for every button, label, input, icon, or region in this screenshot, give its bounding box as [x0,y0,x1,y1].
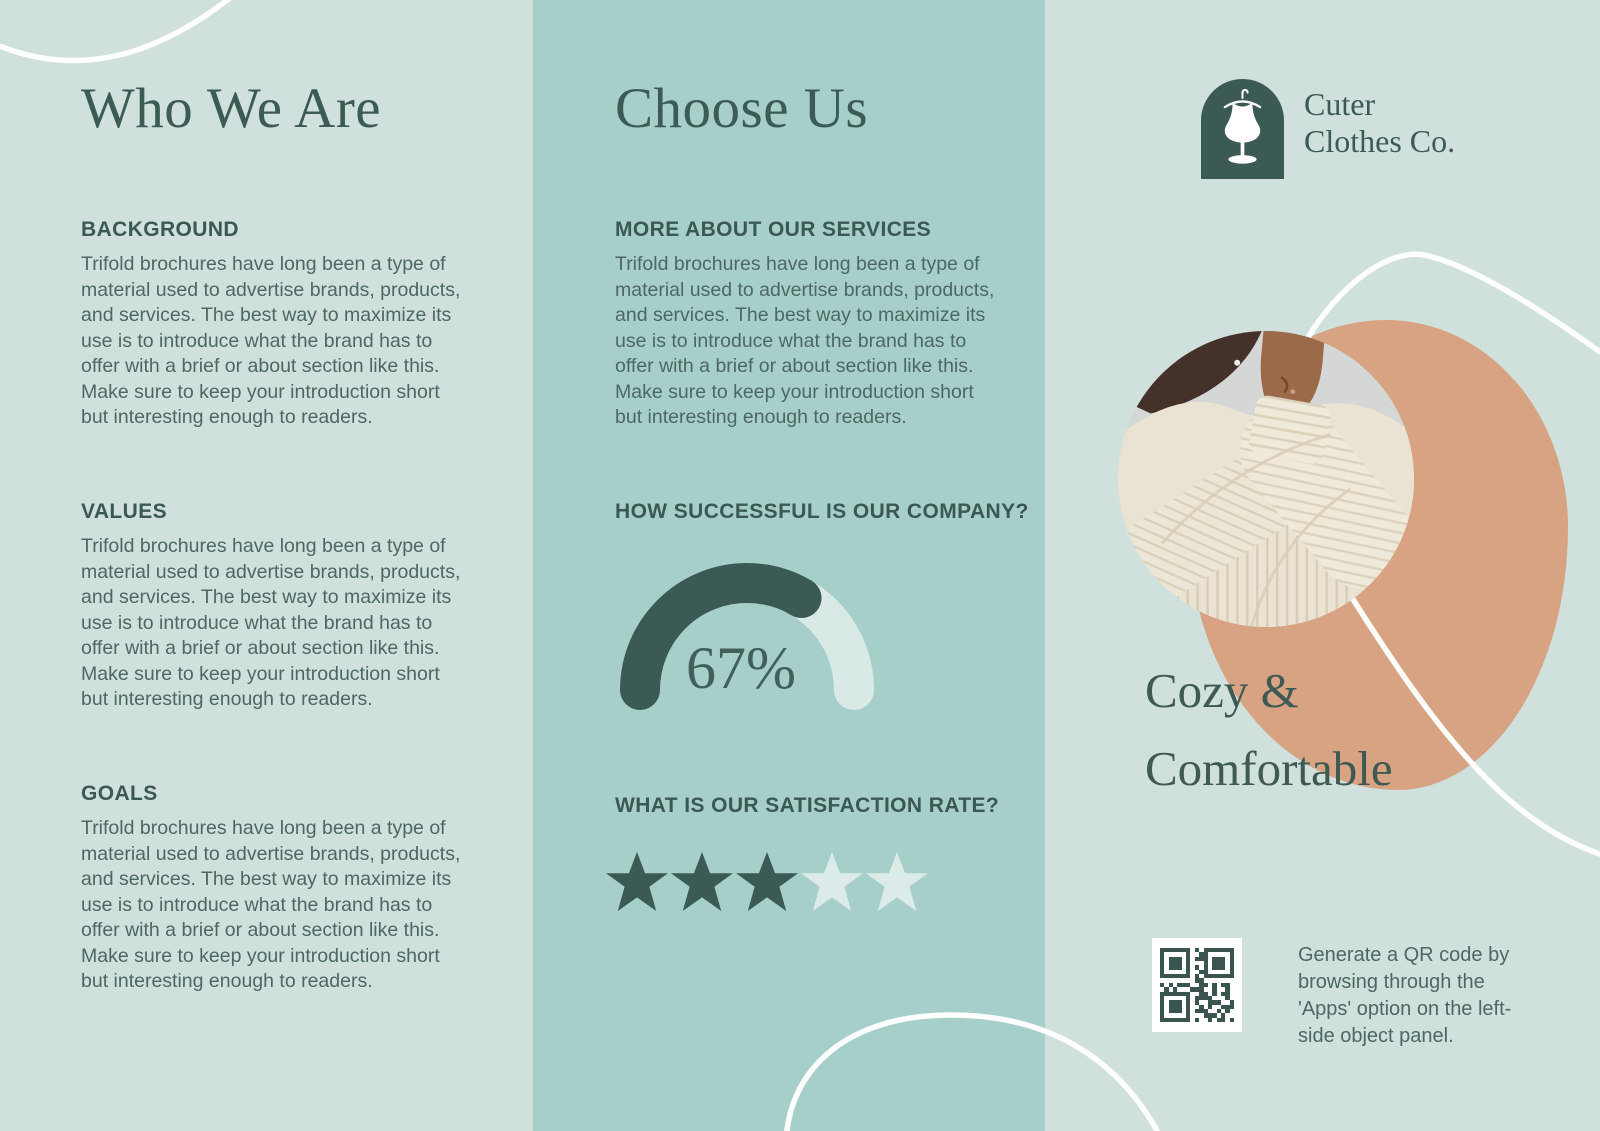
star-icon [801,852,863,911]
star-icon [866,852,928,911]
tagline [1145,652,1393,808]
section-heading-background: BACKGROUND [81,218,239,241]
tagline-line2: Comfortable [1145,741,1393,796]
section-body-values: Trifold brochures have long been a type of material used to advertise brands, products, and services. The best way to maximize its use is to introduce what the brand has to offer with a brief or about section like this. Make sure to keep your introduction short but interesting enough to readers. [81,535,461,710]
gauge-heading: HOW SUCCESSFUL IS OUR COMPANY? [615,500,1029,523]
brand-name-line1: Cuter [1304,86,1376,122]
section-body-services: Trifold brochures have long been a type of material used to advertise brands, products, and services. The best way to maximize its use is to introduce what the brand has to offer with a brief or about section like this. Make sure to keep your introduction short but interesting enough to readers. [615,253,995,428]
cover-photo-person-in-knit-sweater [1117,330,1415,628]
star-icon [606,852,668,911]
star-icon [736,852,798,911]
brand-name [1304,86,1455,160]
qr-code-modules [1160,948,1234,1022]
qr-caption: Generate a QR code by browsing through the 'Apps' option on the left- side object panel. [1298,944,1512,1047]
star-rating [606,852,928,911]
gauge-value-label: 67% [686,635,796,701]
star-icon [671,852,733,911]
section-body-goals: Trifold brochures have long been a type of material used to advertise brands, products, and services. The best way to maximize its use is to introduce what the brand has to offer with a brief or about section like this. Make sure to keep your introduction short but interesting enough to readers. [81,817,461,992]
left-panel-title: Who We Are [81,77,382,140]
brand-logo [1201,79,1284,179]
qr-code [1152,938,1242,1032]
dress-form-mannequin-icon [1211,88,1274,170]
success-gauge-chart [607,545,889,717]
section-heading-goals: GOALS [81,782,158,805]
section-heading-values: VALUES [81,500,168,523]
tagline-line1: Cozy & [1145,663,1299,718]
middle-panel-title: Choose Us [615,77,869,140]
section-heading-services: MORE ABOUT OUR SERVICES [615,218,932,241]
satisfaction-heading: WHAT IS OUR SATISFACTION RATE? [615,794,1000,817]
brand-name-line2: Clothes Co. [1304,123,1456,159]
section-body-background: Trifold brochures have long been a type of material used to advertise brands, products, and services. The best way to maximize its use is to introduce what the brand has to offer with a brief or about section like this. Make sure to keep your introduction short but interesting enough to readers. [81,253,461,428]
